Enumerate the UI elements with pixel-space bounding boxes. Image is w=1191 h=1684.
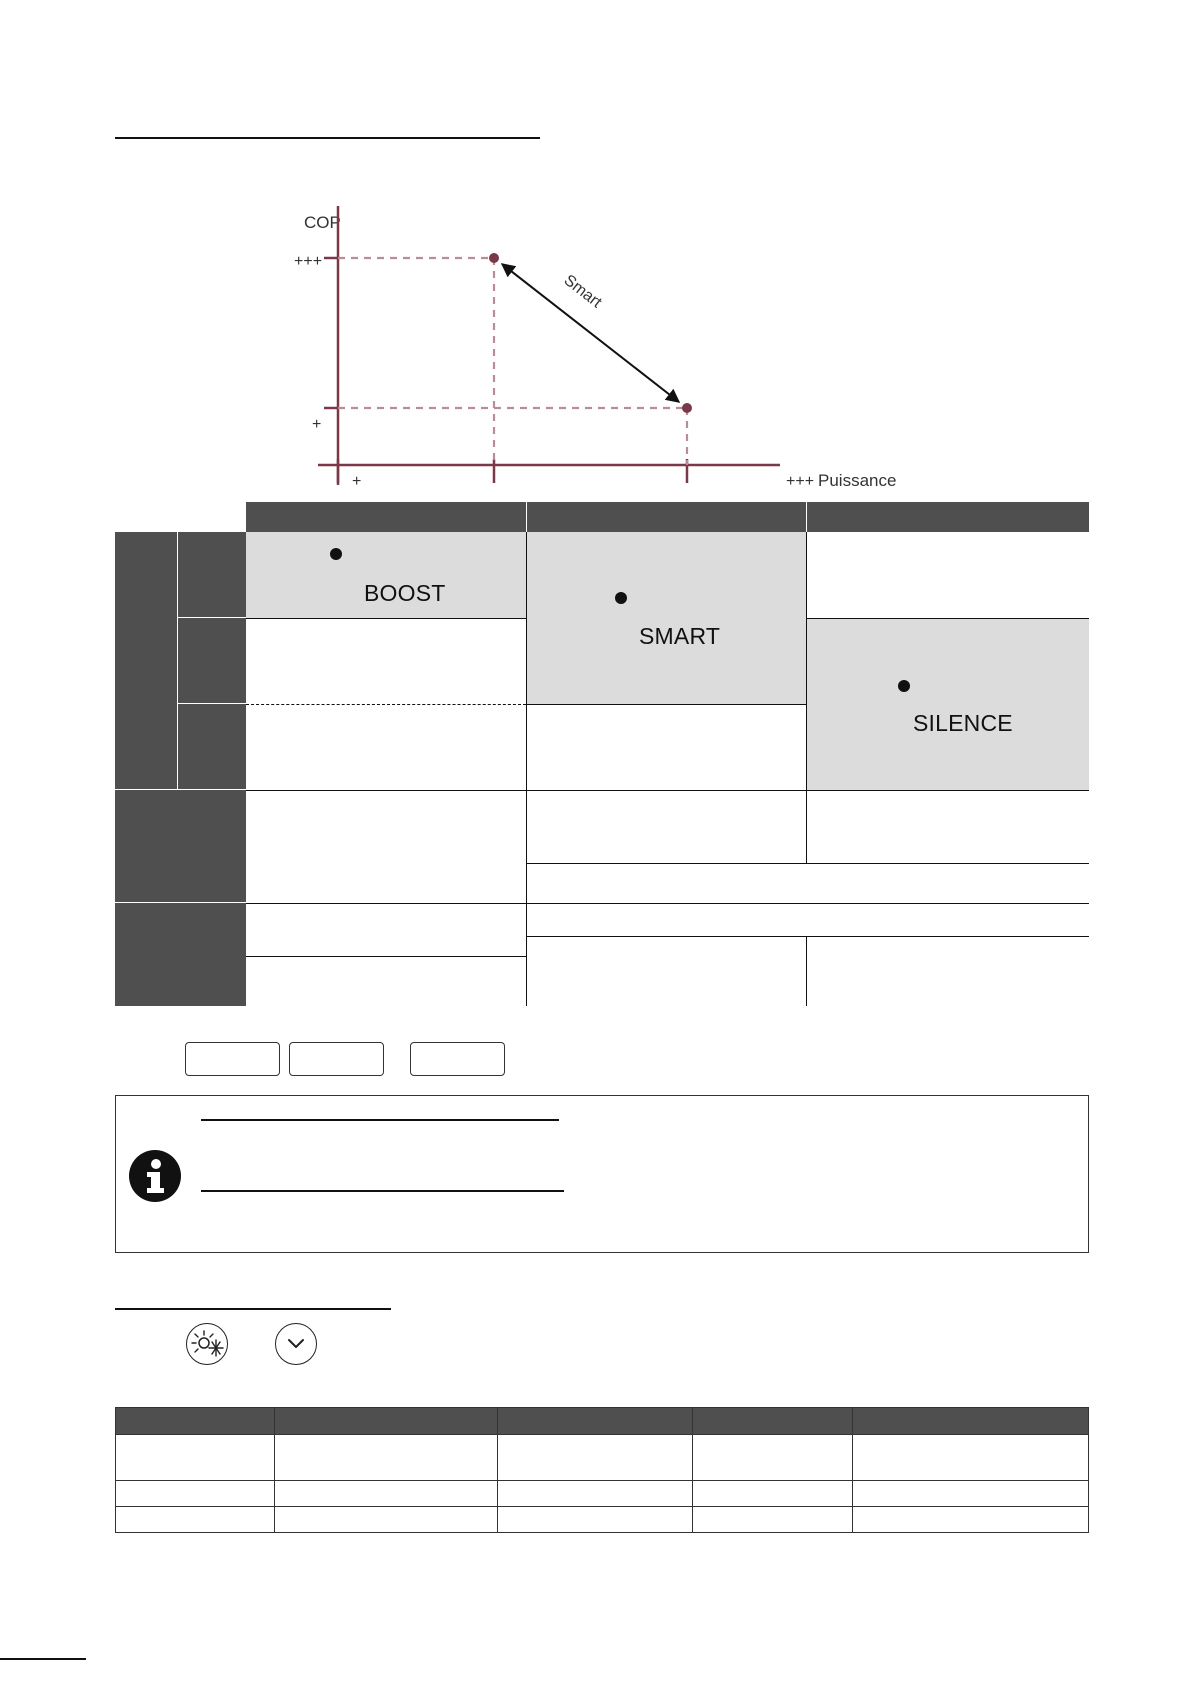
- row-header-2: [178, 618, 246, 703]
- x-tick-label: +++: [786, 473, 815, 490]
- smart-arrow: [502, 264, 679, 402]
- table-header-cell: [116, 1408, 275, 1435]
- info-heading-rule-2: [201, 1190, 564, 1192]
- table-header-cell: [274, 1408, 498, 1435]
- mode-table-header-1: [246, 502, 526, 532]
- row-group-header-3: [115, 903, 246, 1006]
- table-header-cell: [498, 1408, 693, 1435]
- section-heading-rule-2: [115, 1308, 391, 1310]
- keypad-button-2[interactable]: [289, 1042, 384, 1076]
- table-cell: [853, 1435, 1089, 1481]
- info-heading-rule-1: [201, 1119, 559, 1121]
- smart-cell: [527, 532, 806, 704]
- grid-line: [526, 532, 527, 1006]
- grid-line-dashed: [246, 704, 526, 705]
- table-header-cell: [853, 1408, 1089, 1435]
- row-group-header-1: [115, 532, 177, 789]
- table-cell: [116, 1507, 275, 1533]
- x-axis-label: Puissance: [818, 471, 897, 490]
- smart-label: SMART: [639, 623, 721, 649]
- table-cell: [692, 1435, 853, 1481]
- boost-cell: [246, 532, 526, 618]
- section-heading-rule: [115, 137, 540, 139]
- table-cell: [853, 1481, 1089, 1507]
- table-cell: [274, 1435, 498, 1481]
- footer-rule: [0, 1658, 86, 1660]
- grid-line: [246, 790, 1089, 791]
- table-row: [116, 1507, 1089, 1533]
- data-point: [682, 403, 692, 413]
- info-icon: [127, 1148, 183, 1204]
- grid-line: [246, 903, 1089, 904]
- sun-snowflake-icon[interactable]: [186, 1323, 228, 1365]
- grid-line: [527, 936, 1089, 937]
- y-axis-label: COP: [304, 213, 341, 232]
- table-cell: [853, 1507, 1089, 1533]
- table-cell: [274, 1507, 498, 1533]
- grid-line: [527, 704, 806, 705]
- table-cell: [692, 1481, 853, 1507]
- table-cell: [498, 1481, 693, 1507]
- silence-label: SILENCE: [913, 710, 1013, 736]
- boost-label: BOOST: [364, 580, 446, 606]
- grid-line: [527, 863, 1089, 864]
- grid-line: [807, 618, 1089, 619]
- keypad-button-3[interactable]: [410, 1042, 505, 1076]
- table-header-row: [116, 1408, 1089, 1435]
- smart-annotation: Smart: [560, 271, 605, 312]
- info-note-box: [115, 1095, 1089, 1253]
- row-group-header-2: [115, 790, 246, 902]
- mode-table-header-3: [807, 502, 1089, 532]
- grid-line: [246, 956, 526, 957]
- grid-line: [246, 618, 526, 619]
- x-tick-label: +: [352, 473, 362, 490]
- table-cell: [116, 1481, 275, 1507]
- table-cell: [274, 1481, 498, 1507]
- table-cell: [498, 1507, 693, 1533]
- row-header-1: [178, 532, 246, 617]
- mode-table-header-2: [527, 502, 806, 532]
- keypad-button-1[interactable]: [185, 1042, 280, 1076]
- table-cell: [116, 1435, 275, 1481]
- silence-bullet: [898, 680, 910, 692]
- table-header-cell: [692, 1408, 853, 1435]
- table-row: [116, 1435, 1089, 1481]
- data-point: [489, 253, 499, 263]
- y-tick-label: +++: [294, 253, 323, 270]
- table-cell: [692, 1507, 853, 1533]
- table-cell: [498, 1435, 693, 1481]
- boost-bullet: [330, 548, 342, 560]
- smart-bullet: [615, 592, 627, 604]
- table-row: [116, 1481, 1089, 1507]
- y-tick-label: +: [312, 416, 322, 433]
- grid-line: [806, 532, 807, 863]
- grid-line: [806, 936, 807, 1006]
- cop-power-chart: [290, 200, 910, 500]
- row-header-3: [178, 704, 246, 789]
- chevron-down-icon[interactable]: [275, 1323, 317, 1365]
- settings-table: [115, 1407, 1089, 1533]
- silence-cell: [807, 618, 1089, 790]
